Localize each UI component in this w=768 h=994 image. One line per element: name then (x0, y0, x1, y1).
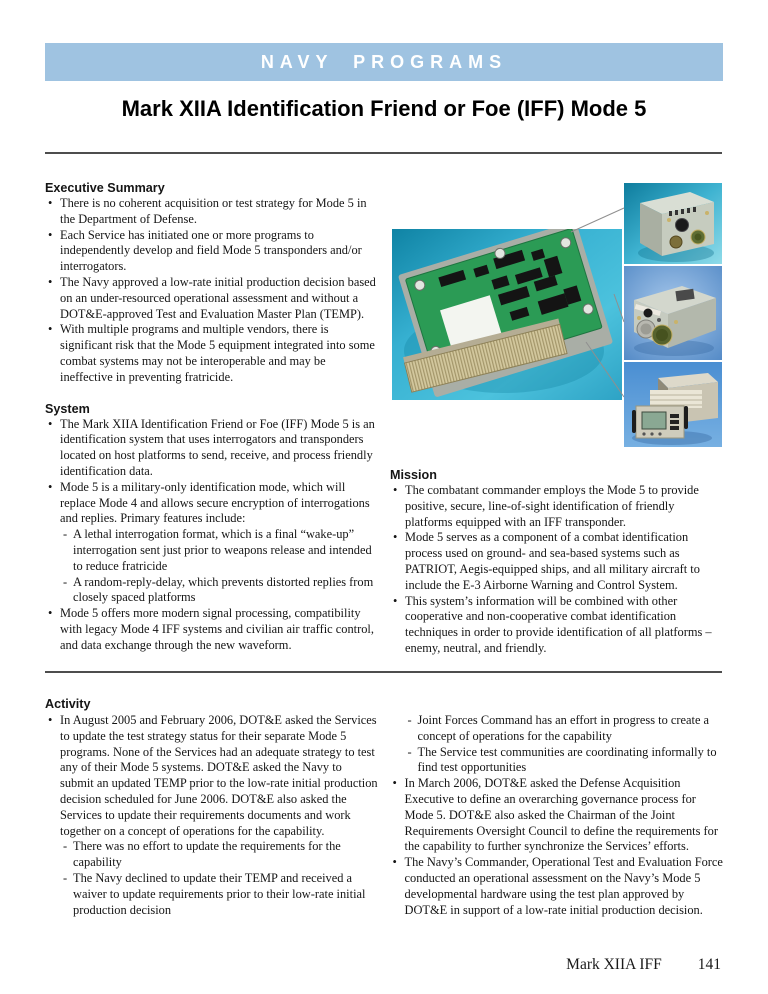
sub-list-item: - A lethal interrogation format, which is a final “wake-up” interrogation sent just prior to weapons release and intended to reduce fratricide (59, 527, 379, 574)
activity-left-column (45, 713, 379, 918)
band-label: NAVY PROGRAMS (260, 51, 508, 72)
right-column (390, 181, 723, 657)
figure-photo-transponder-bottom (624, 362, 722, 447)
left-column (45, 181, 379, 654)
list-item: • The combatant commander employs the Mode 5 to provide positive, secure, line-of-sight identification of friendly platforms equipped with an IFF transponder. (390, 483, 723, 530)
list-item: • In August 2005 and February 2006, DOT&E asked the Services to update the test strategy status for their separate Mode 5 programs. None of the Services had an adequate strategy to test any of their Mode 5 systems. DOT&E asked the Navy to submit an updated TEMP prior to the low-rate initial production decision scheduled for June 2006. DOT&E also asked the Services to update their requirements documents and work together on a concept of operations for the capability. (45, 713, 379, 839)
horizontal-rule-middle (45, 671, 722, 673)
footer-page-number: 141 (697, 956, 721, 973)
sub-list-item: - The Navy declined to update their TEMP and received a waiver to update requirements prior to their low-rate initial production decision (59, 871, 379, 918)
list-item: • With multiple programs and multiple vendors, there is significant risk that the Mode 5 equipment integrated into some combat systems may not be interoperable and may be ineffective in preventing fratricide. (45, 322, 379, 385)
hardware-figure (390, 182, 723, 448)
list-item: • The Mark XIIA Identification Friend or Foe (IFF) Mode 5 is an identification system that uses interrogators and transponders located on host platforms to send, receive, and process friendly identification data. (45, 417, 379, 480)
section-heading-mission: Mission (390, 468, 437, 482)
list-item: • This system’s information will be combined with other cooperative and non-cooperative combat identification techniques in order to provide identification of all platforms – enemy, neutral, and friendly. (390, 594, 723, 657)
sub-list-item: - A random-reply-delay, which prevents distorted replies from closely spaced platforms (59, 575, 379, 607)
activity-section (45, 697, 723, 918)
list-item: • In March 2006, DOT&E asked the Defense Acquisition Executive to define an overarching governance process for Mode 5. DOT&E also asked the Chairman of the Joint Requirements Oversight Council to define the requirements for the capability to further synchronize the Services’ efforts. (390, 776, 724, 855)
page-title: Mark XIIA Identification Friend or Foe (IFF) Mode 5 (121, 96, 647, 121)
figure-photo-transponder-top (624, 183, 722, 264)
list-item: • Mode 5 offers more modern signal processing, compatibility with legacy Mode 4 IFF systems and civilian air traffic control, and data exchange through the new waveform. (45, 606, 379, 653)
list-item: • The Navy approved a low-rate initial production decision based on an under-resourced operational assessment and without a DOT&E-approved Test and Evaluation Master Plan (TEMP). (45, 275, 379, 322)
sub-list-item: - The Service test communities are coordinating informally to find test opportunities (404, 745, 724, 777)
list-item: • Mode 5 is a military-only identification mode, which will replace Mode 4 and allows secure encryption of interrogations and replies. Primary features include: (45, 480, 379, 527)
section-heading-activity: Activity (45, 697, 91, 711)
section-heading-executive-summary: Executive Summary (45, 181, 165, 195)
mission-section (390, 468, 723, 657)
section-heading-system: System (45, 401, 90, 416)
horizontal-rule-top (45, 152, 722, 154)
list-item: • The Navy’s Commander, Operational Test and Evaluation Force conducted an operational assessment on the Navy’s Mode 5 developmental hardware using the test plan approved by DOT&E in support of a low-rate initial production decision. (390, 855, 724, 918)
list-item: • Mode 5 serves as a component of a combat identification process used on ground- and sea-based systems such as PATRIOT, Aegis-equipped ships, and all military aircraft to include the E-3 Airborne Warning and Control System. (390, 530, 723, 593)
sub-list-item: - Joint Forces Command has an effort in progress to create a concept of operations for the capability (404, 713, 724, 745)
footer-program-name: Mark XIIA IFF (566, 956, 662, 973)
navy-programs-band (45, 43, 723, 81)
activity-right-column (390, 713, 724, 918)
list-item: • Each Service has initiated one or more programs to independently develop and field Mode 5 transponders and/or interrogators. (45, 228, 379, 275)
sub-list-item: - There was no effort to update the requirements for the capability (59, 839, 379, 871)
list-item: • There is no coherent acquisition or test strategy for Mode 5 in the Department of Defense. (45, 196, 379, 228)
figure-photo-transponder-middle (624, 266, 722, 360)
figure-photo-circuit-board (392, 229, 622, 400)
page-footer (45, 956, 721, 974)
